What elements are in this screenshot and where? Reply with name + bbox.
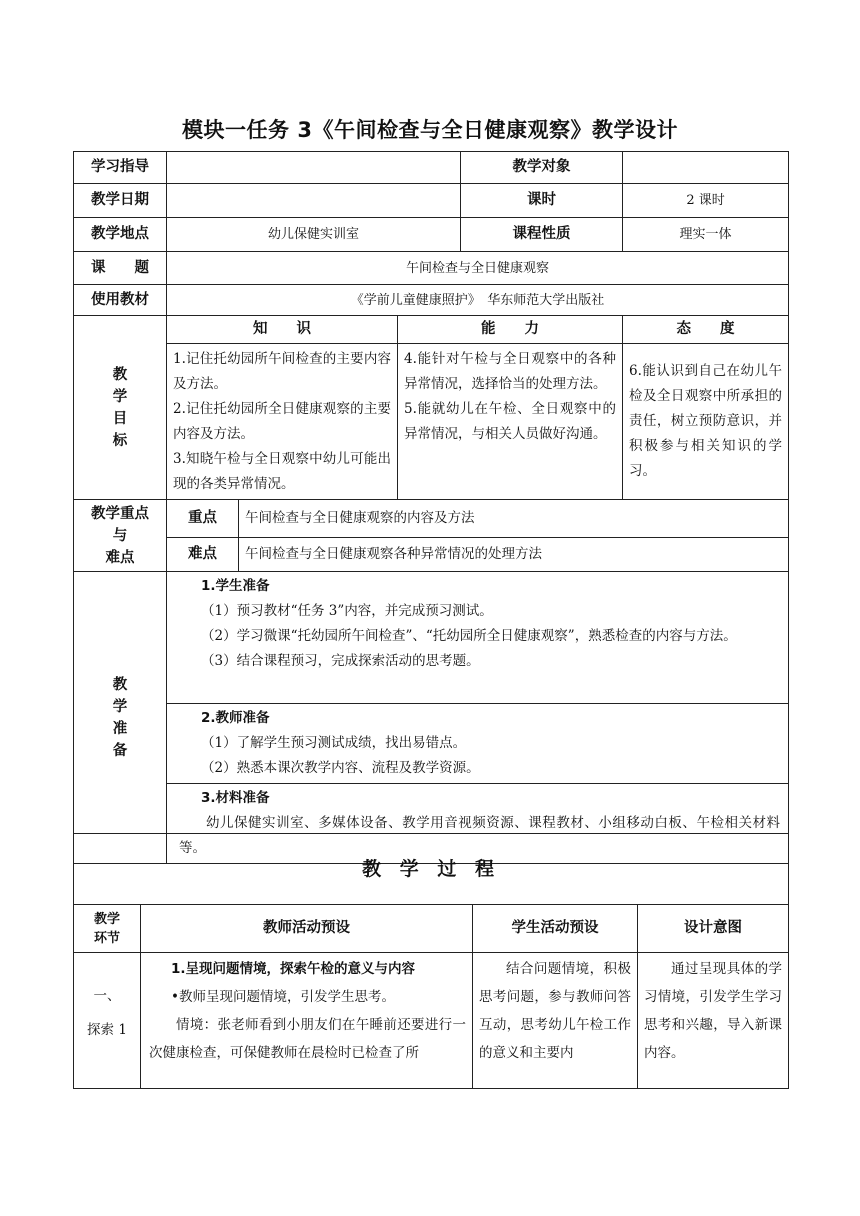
place-label: 教学地点	[74, 218, 167, 252]
material-label: 使用教材	[74, 285, 167, 316]
guide-label: 学习指导	[74, 152, 167, 184]
lesson-info-table	[73, 151, 789, 864]
topic-label: 课 题	[74, 252, 167, 285]
target-label: 教学对象	[461, 152, 623, 184]
topic-value: 午间检查与全日健康观察	[167, 252, 789, 285]
process-title: 教 学 过 程	[74, 834, 789, 905]
student-activity-header: 学生活动预设	[473, 905, 638, 953]
target-value	[623, 152, 789, 184]
attitude-objectives: 6.能认识到自己在幼儿午检及全日观察中所承担的责任，树立预防意识，并积极参与相关知识的学习。	[623, 344, 789, 500]
ability-objectives: 4.能针对午检与全日观察中的各种异常情况，选择恰当的处理方法。 5.能就幼儿在午检、全日观察中的异常情况，与相关人员做好沟通。	[398, 344, 623, 500]
teacher-activity-header: 教师活动预设	[141, 905, 473, 953]
key-points-label: 教学重点 与 难点	[74, 500, 167, 572]
date-value	[167, 184, 461, 218]
knowledge-objectives: 1.记住托幼园所午间检查的主要内容及方法。 2.记住托幼园所全日健康观察的主要内容及方法。 3.知晓午检与全日观察中幼儿可能出现的各类异常情况。	[167, 344, 398, 500]
nature-value: 理实一体	[623, 218, 789, 252]
material-preparation: 3.材料准备 幼儿保健实训室、多媒体设备、教学用音视频资源、课程教材、小组移动白板、午检相关材料等。	[167, 784, 789, 864]
stage-header: 教学 环节	[74, 905, 141, 953]
attitude-header: 态 度	[623, 316, 789, 344]
guide-value	[167, 152, 461, 184]
student-activity-cell: 结合问题情境，积极思考问题，参与教师问答互动，思考幼儿午检工作的意义和主要内	[473, 953, 638, 1089]
preparation-label: 教 学 准 备	[74, 572, 167, 864]
hours-value: 2 课时	[623, 184, 789, 218]
teacher-activity-cell: 1.呈现问题情境，探索午检的意义与内容 •教师呈现问题情境，引发学生思考。 情境：张老师看到小朋友们在午睡前还要进行一次健康检查，可保健教师在晨检时已检查了所	[141, 953, 473, 1089]
knowledge-header: 知 识	[167, 316, 398, 344]
student-preparation: 1.学生准备 （1）预习教材“任务 3”内容，并完成预习测试。 （2）学习微课“托幼园所午间检查”、“托幼园所全日健康观察”，熟悉检查的内容与方法。 （3）结合课程预习，完成探索活动的思考题。	[167, 572, 789, 704]
focus-label: 重点	[167, 500, 239, 538]
design-intent-cell: 通过呈现具体的学习情境，引发学生学习思考和兴趣，导入新课内容。	[638, 953, 789, 1089]
ability-header: 能 力	[398, 316, 623, 344]
focus-value: 午间检查与全日健康观察的内容及方法	[239, 500, 789, 538]
stage-cell: 一、 探索 1	[74, 953, 141, 1089]
date-label: 教学日期	[74, 184, 167, 218]
document-title: 模块一任务 3《午间检查与全日健康观察》教学设计	[182, 118, 678, 142]
material-value: 《学前儿童健康照护》 华东师范大学出版社	[167, 285, 789, 316]
place-value: 幼儿保健实训室	[167, 218, 461, 252]
design-intent-header: 设计意图	[638, 905, 789, 953]
difficulty-value: 午间检查与全日健康观察各种异常情况的处理方法	[239, 538, 789, 572]
teacher-preparation: 2.教师准备 （1）了解学生预习测试成绩，找出易错点。 （2）熟悉本课次教学内容、流程及教学资源。	[167, 704, 789, 784]
objectives-label: 教 学 目 标	[74, 316, 167, 500]
nature-label: 课程性质	[461, 218, 623, 252]
hours-label: 课时	[461, 184, 623, 218]
process-table	[73, 833, 789, 1089]
difficulty-label: 难点	[167, 538, 239, 572]
